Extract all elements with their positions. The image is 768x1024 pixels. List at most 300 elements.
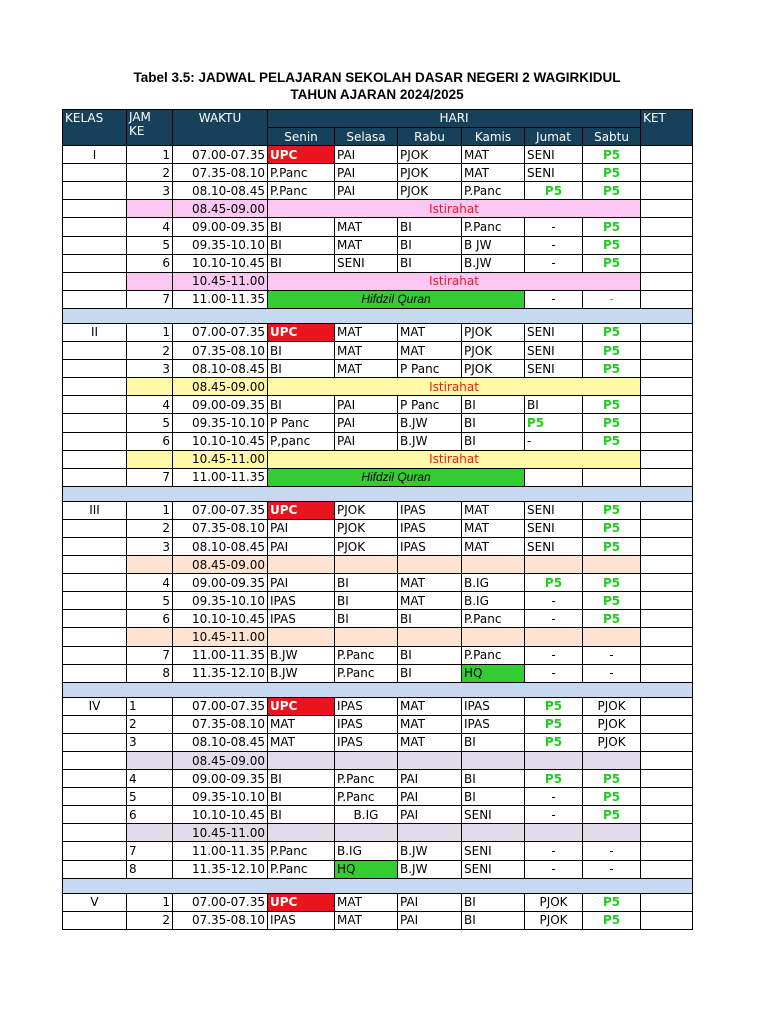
kamis-cell: MAT <box>462 519 525 537</box>
ket-cell <box>641 733 693 751</box>
kamis-cell: SENI <box>462 860 525 878</box>
break-cell-kamis <box>462 628 525 646</box>
waktu-cell: 08.45-09.00 <box>173 200 268 218</box>
jumat-cell: SENI <box>525 519 583 537</box>
jam-cell: 5 <box>127 414 173 432</box>
waktu-cell: 08.10-08.45 <box>173 360 268 378</box>
ket-cell <box>641 378 693 396</box>
ket-cell <box>641 360 693 378</box>
jam-cell: 3 <box>127 182 173 200</box>
break-cell-selasa <box>335 556 398 574</box>
selasa-cell: MAT <box>335 893 398 911</box>
rabu-cell: BI <box>398 236 462 254</box>
ket-cell <box>641 164 693 182</box>
break-cell-jumat <box>525 824 583 842</box>
istirahat-label: Istirahat <box>268 378 641 396</box>
ket-cell <box>641 272 693 290</box>
waktu-cell: 11.00-11.35 <box>173 468 268 486</box>
kelas-cell <box>63 592 127 610</box>
ket-cell <box>641 450 693 468</box>
sabtu-cell: P5 <box>583 342 641 360</box>
jam-cell <box>127 556 173 574</box>
table-row <box>63 164 693 182</box>
jumat-cell: SENI <box>525 537 583 555</box>
waktu-cell: 09.35-10.10 <box>173 236 268 254</box>
rabu-cell: PAI <box>398 806 462 824</box>
istirahat-label: Istirahat <box>268 272 641 290</box>
jumat-cell: SENI <box>525 164 583 182</box>
kelas-cell: III <box>63 501 127 519</box>
rabu-cell: IPAS <box>398 537 462 555</box>
kamis-cell: IPAS <box>462 697 525 715</box>
jumat-cell: - <box>525 432 583 450</box>
rabu-cell: PJOK <box>398 146 462 164</box>
table-row <box>63 396 693 414</box>
table-row <box>63 432 693 450</box>
table-row <box>63 272 693 290</box>
waktu-cell: 10.10-10.45 <box>173 432 268 450</box>
table-row <box>63 182 693 200</box>
sabtu-cell: P5 <box>583 519 641 537</box>
waktu-cell: 07.00-07.35 <box>173 323 268 341</box>
table-row <box>63 236 693 254</box>
kamis-cell: MAT <box>462 537 525 555</box>
header-day-selasa: Selasa <box>335 128 398 146</box>
header-ket: KET <box>641 110 693 146</box>
jumat-cell: BI <box>525 396 583 414</box>
jam-cell: 1 <box>127 893 173 911</box>
senin-cell: UPC <box>268 323 335 341</box>
table-row <box>63 733 693 751</box>
waktu-cell: 07.00-07.35 <box>173 146 268 164</box>
table-title: Tabel 3.5: JADWAL PELAJARAN SEKOLAH DASAR NEGERI 2 WAGIRKIDUL <box>133 70 621 85</box>
kelas-cell <box>63 218 127 236</box>
senin-cell: UPC <box>268 893 335 911</box>
jumat-cell <box>525 468 583 486</box>
kelas-cell <box>63 842 127 860</box>
ket-cell <box>641 842 693 860</box>
jam-cell <box>127 378 173 396</box>
table-row <box>63 342 693 360</box>
jumat-cell: - <box>525 610 583 628</box>
kamis-cell: B.JW <box>462 254 525 272</box>
table-row <box>63 218 693 236</box>
selasa-cell: BI <box>335 610 398 628</box>
senin-cell: BI <box>268 770 335 788</box>
kelas-cell <box>63 646 127 664</box>
jumat-cell: - <box>525 254 583 272</box>
ket-cell <box>641 414 693 432</box>
waktu-cell: 10.45-11.00 <box>173 824 268 842</box>
jumat-cell: P5 <box>525 574 583 592</box>
selasa-cell: PAI <box>335 182 398 200</box>
ket-cell <box>641 574 693 592</box>
jumat-cell: - <box>525 788 583 806</box>
ket-cell <box>641 628 693 646</box>
table-header <box>63 110 693 146</box>
selasa-cell: MAT <box>335 342 398 360</box>
table-row <box>63 806 693 824</box>
ket-cell <box>641 323 693 341</box>
jam-cell: 4 <box>127 574 173 592</box>
rabu-cell: B.JW <box>398 842 462 860</box>
selasa-cell: MAT <box>335 323 398 341</box>
break-cell-rabu <box>398 556 462 574</box>
jumat-cell: SENI <box>525 342 583 360</box>
kamis-cell: P.Panc <box>462 610 525 628</box>
selasa-cell: B.IG <box>335 806 398 824</box>
separator-cell <box>63 486 693 501</box>
kelas-cell <box>63 715 127 733</box>
schedule-table <box>62 109 693 930</box>
ket-cell <box>641 396 693 414</box>
jumat-cell: P5 <box>525 414 583 432</box>
selasa-cell: PJOK <box>335 519 398 537</box>
rabu-cell: P Panc <box>398 396 462 414</box>
sabtu-cell: PJOK <box>583 733 641 751</box>
kelas-cell: II <box>63 323 127 341</box>
senin-cell: MAT <box>268 733 335 751</box>
senin-cell: P.Panc <box>268 842 335 860</box>
kamis-cell: SENI <box>462 842 525 860</box>
kelas-cell <box>63 628 127 646</box>
selasa-cell: P.Panc <box>335 664 398 682</box>
jam-cell: 5 <box>127 236 173 254</box>
waktu-cell: 11.00-11.35 <box>173 290 268 308</box>
sabtu-cell: P5 <box>583 182 641 200</box>
table-row <box>63 646 693 664</box>
jam-cell: 2 <box>127 715 173 733</box>
selasa-cell: P.Panc <box>335 646 398 664</box>
sabtu-cell: PJOK <box>583 715 641 733</box>
table-row <box>63 610 693 628</box>
waktu-cell: 08.10-08.45 <box>173 537 268 555</box>
separator-cell <box>63 682 693 697</box>
senin-cell: MAT <box>268 715 335 733</box>
break-cell-senin <box>268 556 335 574</box>
jam-cell: 8 <box>127 860 173 878</box>
separator-cell <box>63 878 693 893</box>
table-row <box>63 414 693 432</box>
rabu-cell: BI <box>398 646 462 664</box>
kelas-cell <box>63 164 127 182</box>
jumat-cell: P5 <box>525 733 583 751</box>
kamis-cell: BI <box>462 788 525 806</box>
jam-cell: 5 <box>127 592 173 610</box>
break-cell-selasa <box>335 752 398 770</box>
senin-cell: BI <box>268 788 335 806</box>
jam-cell: 1 <box>127 323 173 341</box>
waktu-cell: 10.10-10.45 <box>173 806 268 824</box>
kamis-cell: MAT <box>462 164 525 182</box>
waktu-cell: 08.10-08.45 <box>173 182 268 200</box>
break-cell-selasa <box>335 628 398 646</box>
sabtu-cell: P5 <box>583 788 641 806</box>
ket-cell <box>641 290 693 308</box>
senin-cell: P,panc <box>268 432 335 450</box>
break-cell-rabu <box>398 628 462 646</box>
senin-cell: P Panc <box>268 414 335 432</box>
rabu-cell: B.JW <box>398 432 462 450</box>
header-day-jumat: Jumat <box>525 128 583 146</box>
jam-cell <box>127 200 173 218</box>
selasa-cell: PJOK <box>335 501 398 519</box>
rabu-cell: BI <box>398 610 462 628</box>
senin-cell: BI <box>268 360 335 378</box>
selasa-cell: BI <box>335 592 398 610</box>
ket-cell <box>641 501 693 519</box>
kamis-cell: B JW <box>462 236 525 254</box>
ket-cell <box>641 254 693 272</box>
senin-cell: PAI <box>268 519 335 537</box>
kamis-cell: BI <box>462 893 525 911</box>
table-row <box>63 788 693 806</box>
istirahat-label: Istirahat <box>268 450 641 468</box>
break-cell-sabtu <box>583 752 641 770</box>
selasa-cell: HQ <box>335 860 398 878</box>
ket-cell <box>641 182 693 200</box>
table-row <box>63 378 693 396</box>
sabtu-cell: P5 <box>583 146 641 164</box>
table-row <box>63 323 693 341</box>
table-row <box>63 752 693 770</box>
kamis-cell: IPAS <box>462 715 525 733</box>
jam-cell: 2 <box>127 164 173 182</box>
rabu-cell: PAI <box>398 911 462 929</box>
sabtu-cell: P5 <box>583 911 641 929</box>
waktu-cell: 10.45-11.00 <box>173 450 268 468</box>
jumat-cell: P5 <box>525 770 583 788</box>
waktu-cell: 11.00-11.35 <box>173 842 268 860</box>
senin-cell: BI <box>268 806 335 824</box>
senin-cell: UPC <box>268 146 335 164</box>
rabu-cell: MAT <box>398 733 462 751</box>
sabtu-cell: P5 <box>583 537 641 555</box>
ket-cell <box>641 610 693 628</box>
kelas-cell <box>63 182 127 200</box>
jumat-cell: - <box>525 290 583 308</box>
header-day-sabtu: Sabtu <box>583 128 641 146</box>
ket-cell <box>641 752 693 770</box>
selasa-cell: PJOK <box>335 537 398 555</box>
senin-cell: P.Panc <box>268 860 335 878</box>
ket-cell <box>641 860 693 878</box>
kelas-cell <box>63 788 127 806</box>
jam-cell: 4 <box>127 396 173 414</box>
waktu-cell: 07.00-07.35 <box>173 501 268 519</box>
header-day-rabu: Rabu <box>398 128 462 146</box>
kamis-cell: P.Panc <box>462 182 525 200</box>
break-cell-kamis <box>462 752 525 770</box>
jam-cell: 6 <box>127 610 173 628</box>
selasa-cell: PAI <box>335 396 398 414</box>
class-separator-row <box>63 486 693 501</box>
rabu-cell: BI <box>398 254 462 272</box>
istirahat-label: Istirahat <box>268 200 641 218</box>
break-cell-senin <box>268 752 335 770</box>
table-row <box>63 450 693 468</box>
jam-cell: 7 <box>127 646 173 664</box>
waktu-cell: 09.00-09.35 <box>173 396 268 414</box>
senin-cell: IPAS <box>268 610 335 628</box>
waktu-cell: 10.45-11.00 <box>173 628 268 646</box>
kelas-cell <box>63 450 127 468</box>
kelas-cell <box>63 432 127 450</box>
kelas-cell <box>63 396 127 414</box>
table-row <box>63 468 693 486</box>
kamis-cell: BI <box>462 396 525 414</box>
senin-cell: BI <box>268 218 335 236</box>
kelas-cell <box>63 770 127 788</box>
sabtu-cell: - <box>583 646 641 664</box>
rabu-cell: PAI <box>398 788 462 806</box>
kelas-cell <box>63 537 127 555</box>
rabu-cell: PJOK <box>398 164 462 182</box>
ket-cell <box>641 537 693 555</box>
kelas-cell <box>63 468 127 486</box>
jam-cell <box>127 824 173 842</box>
senin-cell: UPC <box>268 697 335 715</box>
kamis-cell: B.IG <box>462 592 525 610</box>
rabu-cell: B.JW <box>398 860 462 878</box>
senin-cell: P.Panc <box>268 164 335 182</box>
sabtu-cell: P5 <box>583 806 641 824</box>
senin-cell: BI <box>268 396 335 414</box>
ket-cell <box>641 697 693 715</box>
header-day-senin: Senin <box>268 128 335 146</box>
senin-cell: P.Panc <box>268 182 335 200</box>
jam-cell: 7 <box>127 842 173 860</box>
waktu-cell: 08.10-08.45 <box>173 733 268 751</box>
kamis-cell: BI <box>462 432 525 450</box>
jumat-cell: - <box>525 646 583 664</box>
jam-cell: 1 <box>127 146 173 164</box>
sabtu-cell: P5 <box>583 592 641 610</box>
table-row <box>63 592 693 610</box>
kamis-cell: MAT <box>462 146 525 164</box>
selasa-cell: MAT <box>335 218 398 236</box>
senin-cell: BI <box>268 254 335 272</box>
jam-cell: 4 <box>127 218 173 236</box>
sabtu-cell: P5 <box>583 254 641 272</box>
sabtu-cell: - <box>583 664 641 682</box>
kelas-cell <box>63 236 127 254</box>
jam-cell: 3 <box>127 360 173 378</box>
jam-cell: 6 <box>127 254 173 272</box>
jam-cell <box>127 450 173 468</box>
selasa-cell: PAI <box>335 414 398 432</box>
waktu-cell: 08.45-09.00 <box>173 752 268 770</box>
jam-cell: 3 <box>127 537 173 555</box>
sabtu-cell: P5 <box>583 610 641 628</box>
header-waktu: WAKTU <box>173 110 268 146</box>
kamis-cell: BI <box>462 770 525 788</box>
jam-cell: 2 <box>127 911 173 929</box>
senin-cell: BI <box>268 342 335 360</box>
sabtu-cell: P5 <box>583 414 641 432</box>
jumat-cell: PJOK <box>525 893 583 911</box>
waktu-cell: 10.10-10.45 <box>173 610 268 628</box>
rabu-cell: MAT <box>398 342 462 360</box>
selasa-cell: PAI <box>335 164 398 182</box>
hifdzil-quran-cell: Hifdzil Quran <box>268 290 525 308</box>
waktu-cell: 09.00-09.35 <box>173 218 268 236</box>
selasa-cell: P.Panc <box>335 770 398 788</box>
jumat-cell: PJOK <box>525 911 583 929</box>
senin-cell: IPAS <box>268 911 335 929</box>
selasa-cell: B.IG <box>335 842 398 860</box>
class-separator-row <box>63 682 693 697</box>
kamis-cell: P.Panc <box>462 218 525 236</box>
kamis-cell: B.IG <box>462 574 525 592</box>
kelas-cell <box>63 519 127 537</box>
rabu-cell: IPAS <box>398 501 462 519</box>
jam-cell: 6 <box>127 806 173 824</box>
kelas-cell <box>63 254 127 272</box>
rabu-cell: MAT <box>398 697 462 715</box>
kelas-cell <box>63 664 127 682</box>
sabtu-cell: - <box>583 842 641 860</box>
sabtu-cell: P5 <box>583 770 641 788</box>
waktu-cell: 09.35-10.10 <box>173 592 268 610</box>
table-row <box>63 911 693 929</box>
sabtu-cell <box>583 468 641 486</box>
jumat-cell: - <box>525 236 583 254</box>
sabtu-cell: P5 <box>583 236 641 254</box>
class-separator-row <box>63 878 693 893</box>
kelas-cell <box>63 733 127 751</box>
kamis-cell: BI <box>462 911 525 929</box>
senin-cell: B.JW <box>268 646 335 664</box>
ket-cell <box>641 218 693 236</box>
waktu-cell: 07.35-08.10 <box>173 342 268 360</box>
ket-cell <box>641 592 693 610</box>
selasa-cell: BI <box>335 574 398 592</box>
jam-cell: 4 <box>127 770 173 788</box>
kelas-cell <box>63 824 127 842</box>
jam-cell: 6 <box>127 432 173 450</box>
rabu-cell: B.JW <box>398 414 462 432</box>
class-separator-row <box>63 308 693 323</box>
kamis-cell: SENI <box>462 806 525 824</box>
senin-cell: IPAS <box>268 592 335 610</box>
jam-cell: 1 <box>127 697 173 715</box>
table-row <box>63 200 693 218</box>
ket-cell <box>641 200 693 218</box>
ket-cell <box>641 788 693 806</box>
kamis-cell: MAT <box>462 501 525 519</box>
table-row <box>63 537 693 555</box>
senin-cell: B.JW <box>268 664 335 682</box>
waktu-cell: 09.35-10.10 <box>173 788 268 806</box>
ket-cell <box>641 556 693 574</box>
table-row <box>63 519 693 537</box>
kelas-cell <box>63 860 127 878</box>
jumat-cell: SENI <box>525 146 583 164</box>
separator-cell <box>63 308 693 323</box>
waktu-cell: 07.35-08.10 <box>173 519 268 537</box>
sabtu-cell: P5 <box>583 501 641 519</box>
kelas-cell <box>63 556 127 574</box>
jumat-cell: SENI <box>525 501 583 519</box>
kelas-cell: I <box>63 146 127 164</box>
table-row <box>63 824 693 842</box>
ket-cell <box>641 893 693 911</box>
kamis-cell: P.Panc <box>462 646 525 664</box>
waktu-cell: 08.45-09.00 <box>173 556 268 574</box>
waktu-cell: 10.10-10.45 <box>173 254 268 272</box>
sabtu-cell: P5 <box>583 360 641 378</box>
